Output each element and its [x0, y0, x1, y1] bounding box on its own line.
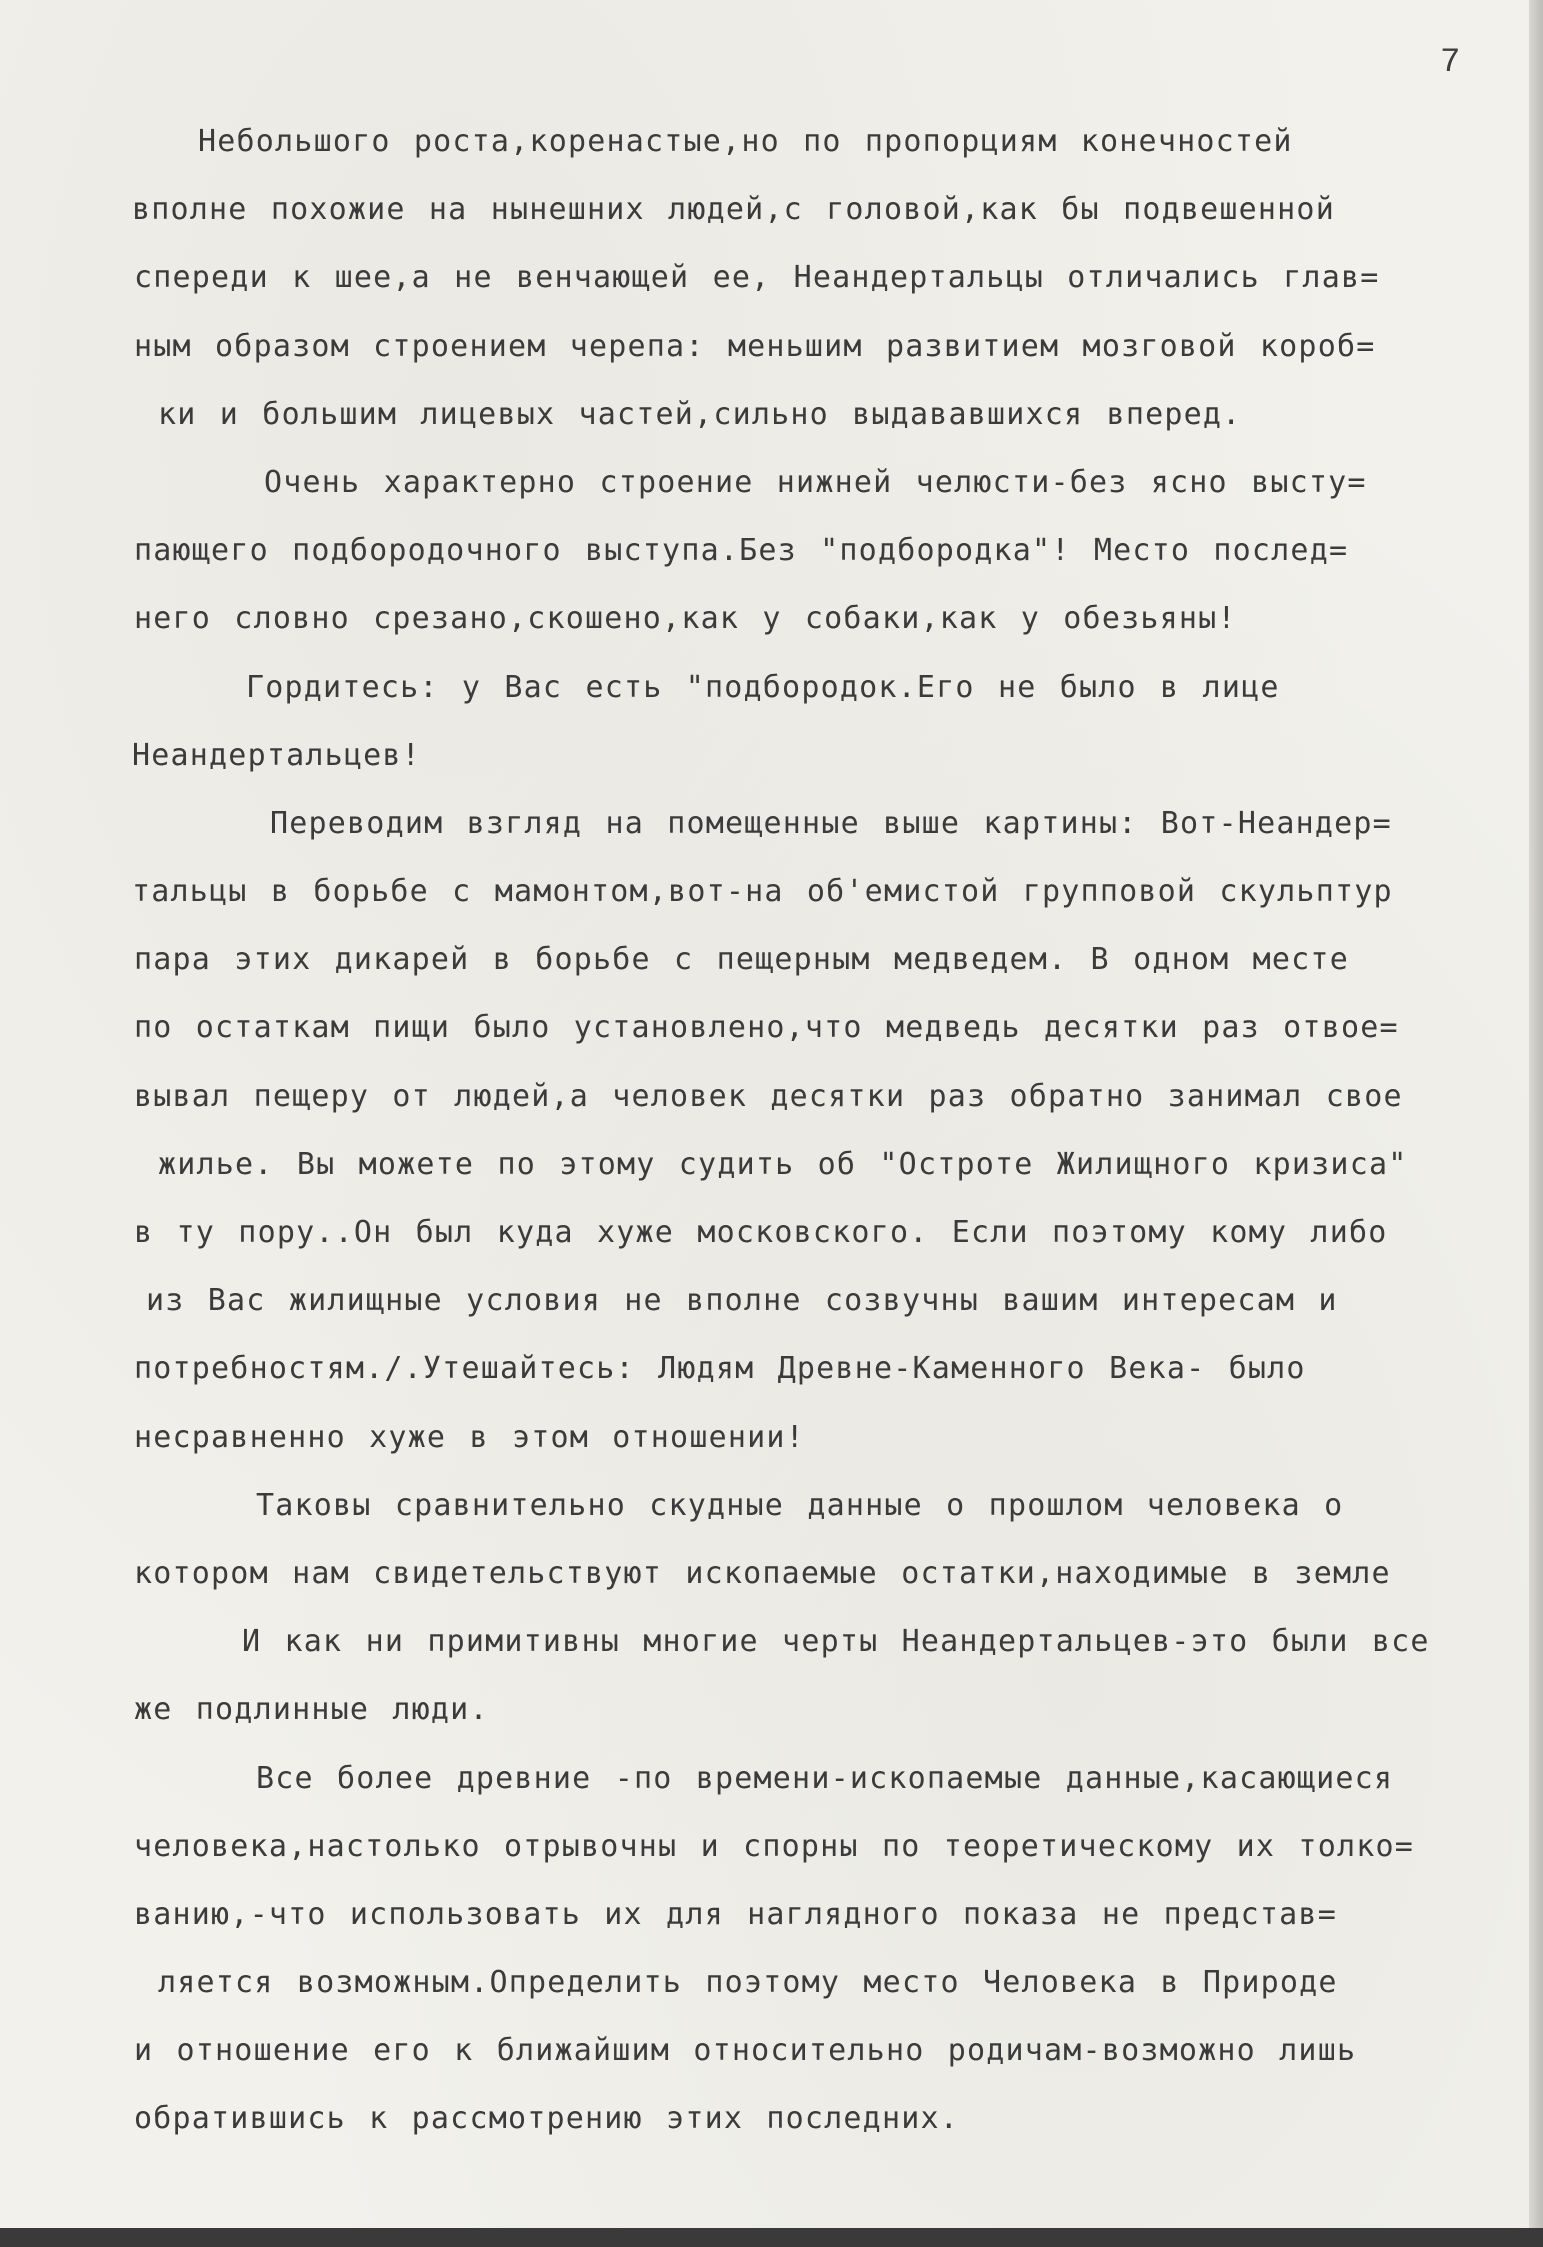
text-line: несравненно хуже в этом отношении!: [134, 1419, 805, 1455]
text-line: ляется возможным.Определить поэтому место Человека в Природе: [158, 1965, 1338, 2001]
text-line: тальцы в борьбе с мамонтом,вот-на об'емистой групповой скульптур: [132, 874, 1393, 910]
text-line: вывал пещеру от людей,а человек десятки раз обратно занимал свое: [134, 1078, 1403, 1114]
text-line: ванию,-что использовать их для наглядного показа не представ=: [134, 1896, 1337, 1932]
text-line: же подлинные люди.: [134, 1692, 489, 1728]
text-line: и отношение его к ближайшим относительно родичам-возможно лишь: [134, 2033, 1357, 2069]
text-line: Таковы сравнительно скудные данные о прошлом человека о: [256, 1487, 1344, 1523]
text-line: пара этих дикарей в борьбе с пещерным медведем. В одном месте: [134, 942, 1349, 978]
text-line: Гордитесь: у Вас есть "подбородок.Его не было в лице: [246, 669, 1280, 705]
text-line: жилье. Вы можете по этому судить об "Остроте Жилищного кризиса": [158, 1146, 1408, 1182]
text-line: котором нам свидетельствуют ископаемые остатки,находимые в земле: [134, 1555, 1391, 1591]
text-line: И как ни примитивны многие черты Неандертальцев-это были все: [242, 1624, 1430, 1660]
text-line: него словно срезано,скошено,как у собаки,как у обезьяны!: [134, 601, 1237, 637]
text-line: в ту пору..Он был куда хуже московского. Если поэтому кому либо: [134, 1215, 1388, 1250]
text-line: ки и большим лицевых частей,сильно выдававшихся вперед.: [158, 396, 1242, 432]
text-line: человека,настолько отрывочны и спорны по теоретическому их толко=: [134, 1828, 1414, 1864]
typed-text-body: [132, 108, 1538, 2154]
text-line: ным образом строением черепа: меньшим развитием мозговой короб=: [134, 328, 1376, 364]
text-line: потребностям./.Утешайтесь: Людям Древне-Каменного Века- было: [134, 1351, 1306, 1387]
scan-bottom-border: [0, 2228, 1543, 2247]
text-line: обратившись к рассмотрению этих последних.: [134, 2101, 959, 2137]
page-number: 7: [1440, 44, 1461, 82]
text-line: спереди к шее,а не венчающей ее, Неандертальцы отличались глав=: [134, 260, 1380, 296]
text-line: вполне похожие на нынешних людей,с головой,как бы подвешенной: [132, 192, 1335, 228]
text-line: Небольшого роста,коренастые,но по пропорциям конечностей: [198, 124, 1293, 159]
text-line: Переводим взгляд на помещенные выше картины: Вот-Неандер=: [270, 805, 1392, 841]
text-line: по остаткам пищи было установлено,что медведь десятки раз отвое=: [134, 1010, 1399, 1046]
page-right-edge: [1529, 0, 1543, 2247]
text-line: Очень характерно строение нижней челюсти-без ясно высту=: [264, 464, 1367, 500]
text-line: из Вас жилищные условия не вполне созвучны вашим интересам и: [146, 1283, 1338, 1319]
text-line: Неандертальцев!: [132, 737, 421, 773]
text-line: Все более древние -по времени-ископаемые данные,касающиеся: [256, 1760, 1394, 1796]
text-line: пающего подбородочного выступа.Без "подбородка"! Место послед=: [134, 533, 1349, 569]
